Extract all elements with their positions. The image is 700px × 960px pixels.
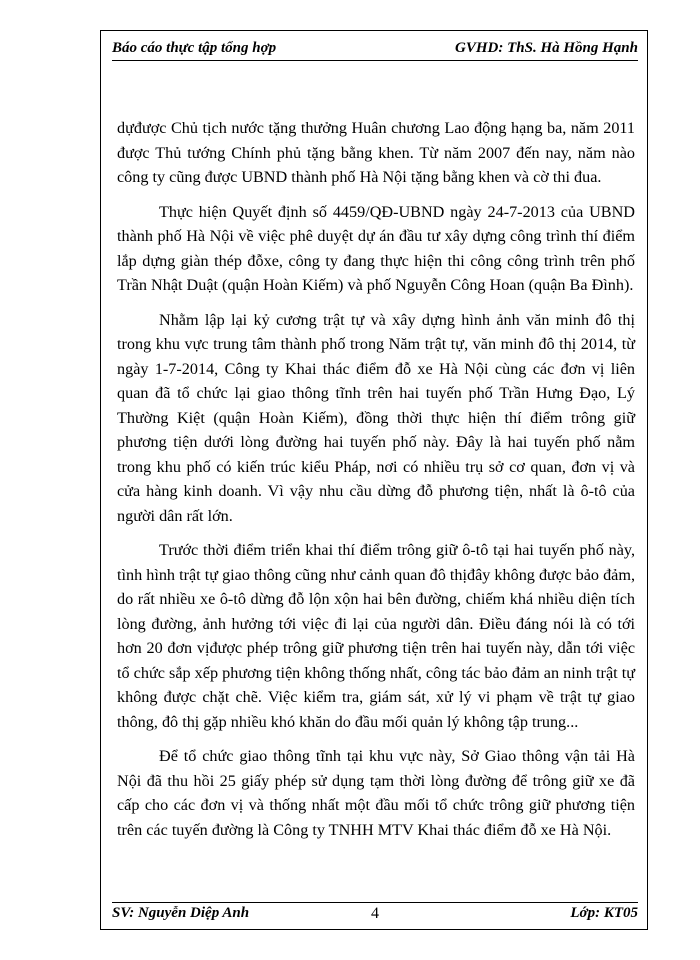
page-header	[112, 38, 638, 61]
paragraph-2: Thực hiện Quyết định số 4459/QĐ-UBND ngày 24-7-2013 của UBND thành phố Hà Nội về việc phê duyệt dự án đầu tư xây dựng công trình thí điểm lắp dựng giàn thép đỗxe, công ty đang thực hiện thi công công trình trên phố Trần Nhật Duật (quận Hoàn Kiếm) và phố Nguyễn Công Hoan (quận Ba Đình).	[117, 202, 635, 294]
header-supervisor: GVHD: ThS. Hà Hồng Hạnh	[455, 40, 638, 56]
footer-class: Lớp: KT05	[570, 905, 638, 921]
header-report-title: Báo cáo thực tập tổng hợp	[112, 40, 277, 56]
footer-page-number: 4	[371, 905, 379, 922]
paragraph-1: dựđược Chủ tịch nước tặng thưởng Huân chương Lao động hạng ba, năm 2011 được Thủ tướng Chính phủ tặng bằng khen. Từ năm 2007 đến nay, năm nào công ty cũng được UBND thành phố Hà Nội tặng bằng khen và cờ thi đua.	[117, 119, 635, 186]
paragraph-5: Để tổ chức giao thông tĩnh tại khu vực này, Sở Giao thông vận tải Hà Nội đã thu hồi 25 giấy phép sử dụng tạm thời lòng đường để trông giữ xe đã cấp cho các đơn vị và thống nhất một đầu mối tổ chức trông giữ phương tiện trên các tuyến đường là Công ty TNHH MTV Khai thác điểm đỗ xe Hà Nội.	[117, 747, 635, 839]
footer-student: SV: Nguyễn Diệp Anh	[112, 905, 250, 921]
document-body	[117, 116, 635, 852]
paragraph-4: Trước thời điểm triển khai thí điểm trông giữ ô-tô tại hai tuyến phố này, tình hình trật tự giao thông cũng như cảnh quan đô thịđây không được bảo đảm, do rất nhiều xe ô-tô dừng đỗ lộn xộn hai bên đường, chiếm khá nhiều diện tích lòng đường, ảnh hưởng tới việc đi lại của người dân. Điều đáng nói là có tới hơn 20 đơn vịđược phép trông giữ phương tiện trên hai tuyến này, dẫn tới việc tổ chức sắp xếp phương tiện không thống nhất, công tác bảo đảm an ninh trật tự không được chặt chẽ. Việc kiểm tra, giám sát, xử lý vi phạm về trật tự giao thông, đô thị gặp nhiều khó khăn do đầu mối quản lý không tập trung...	[117, 541, 635, 731]
paragraph-3: Nhằm lập lại kỷ cương trật tự và xây dựng hình ảnh văn minh đô thị trong khu vực trung tâm thành phố trong Năm trật tự, văn minh đô thị 2014, từ ngày 1-7-2014, Công ty Khai thác điểm đỗ xe Hà Nội cùng các đơn vị liên quan đã tổ chức lại giao thông tĩnh trên hai tuyến phố Trần Hưng Đạo, Lý Thường Kiệt (quận Hoàn Kiếm), đồng thời thực hiện thí điểm trông giữ phương tiện dưới lòng đường hai tuyến phố này. Đây là hai tuyến phố nằm trong khu phố có kiến trúc kiểu Pháp, nơi có nhiều trụ sở cơ quan, đơn vị và cửa hàng kinh doanh. Vì vậy nhu cầu dừng đỗ phương tiện, nhất là ô-tô của người dân rất lớn.	[117, 310, 635, 525]
page-footer	[112, 902, 638, 923]
